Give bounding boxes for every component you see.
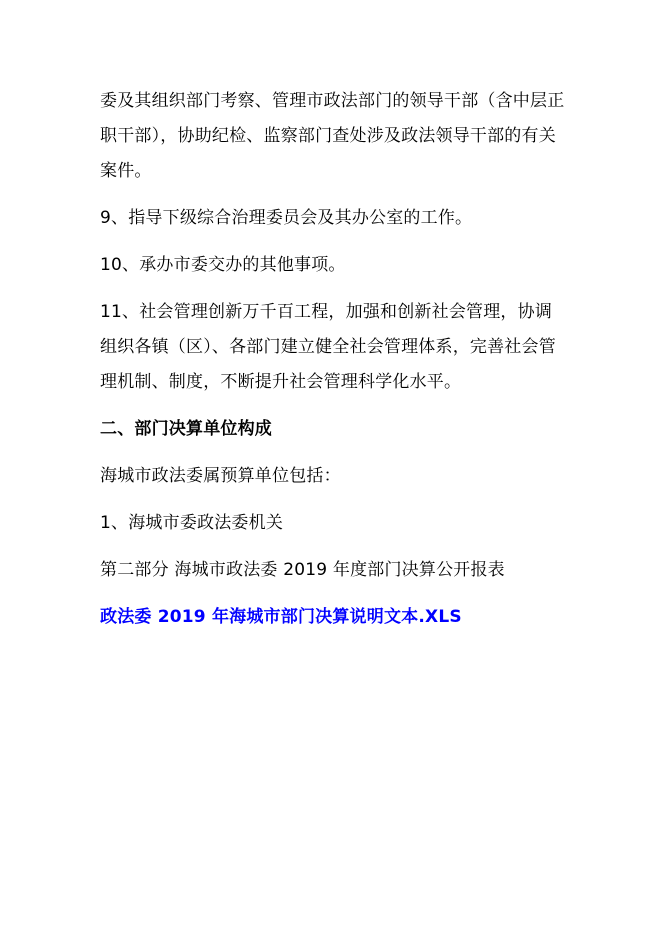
paragraph-item-9: 9、指导下级综合治理委员会及其办公室的工作。: [100, 208, 473, 228]
paragraph-item-11: 11、社会管理创新万千百工程，加强和创新社会管理，协调组织各镇（区）、各部门建立健全社会管理体系，完善社会管理机制、制度，不断提升社会管理科学化水平。: [100, 302, 556, 392]
paragraph-item-10: 10、承办市委交办的其他事项。: [100, 255, 346, 275]
part-two-title: 第二部分 海城市政法委 2019 年度部门决算公开报表: [100, 560, 505, 580]
paragraph-unit-1: 1、海城市委政法委机关: [100, 513, 284, 533]
document-body: [100, 84, 568, 635]
paragraph-intro: 海城市政法委属预算单位包括：: [100, 466, 341, 486]
attachment-link[interactable]: 政法委 2019 年海城市部门决算说明文本.XLS: [100, 607, 462, 627]
section-heading: 二、部门决算单位构成: [100, 419, 272, 439]
paragraph-duties-continued: 委及其组织部门考察、管理市政法部门的领导干部（含中层正职干部），协助纪检、监察部门查处涉及政法领导干部的有关案件。: [100, 91, 565, 181]
